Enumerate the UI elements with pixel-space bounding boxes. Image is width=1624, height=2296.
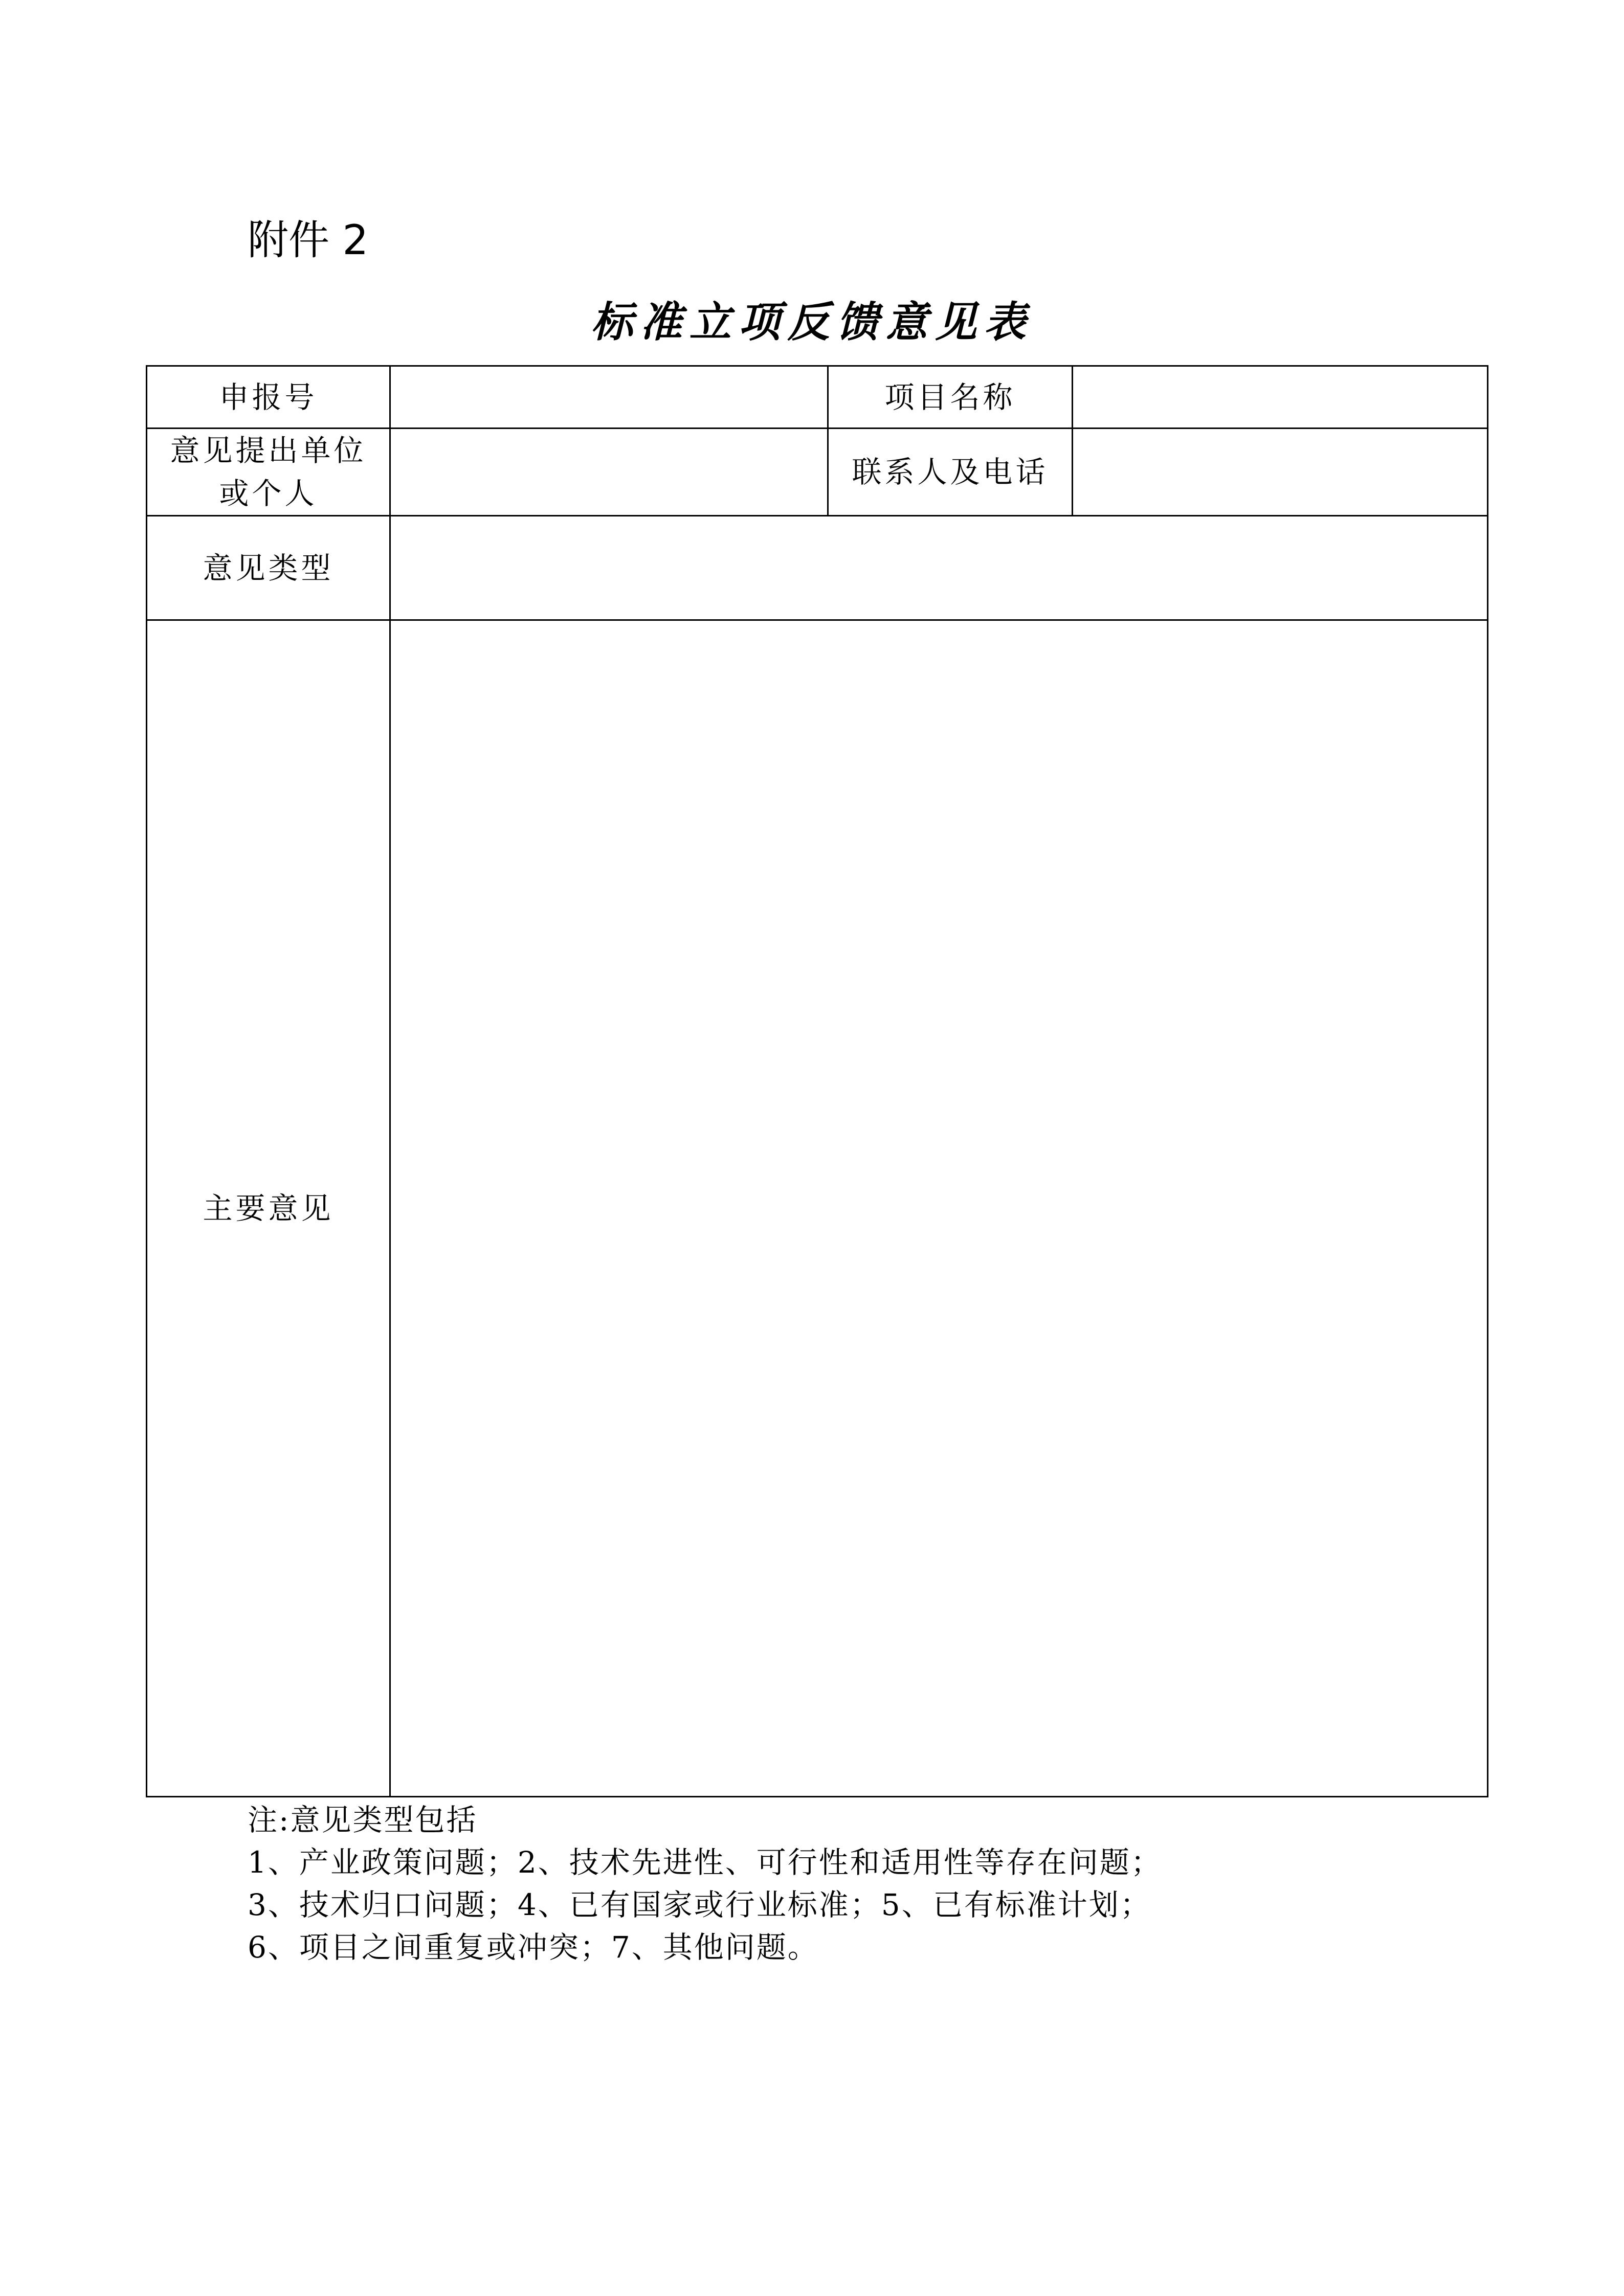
application-no-field[interactable]: [390, 366, 828, 429]
form-row-main-opinion: [147, 620, 1488, 1797]
submitter-label: 意见提出单位 或个人: [147, 429, 390, 516]
submitter-field[interactable]: [390, 429, 828, 516]
main-opinion-field[interactable]: [390, 620, 1488, 1797]
form-row-application: [147, 366, 1488, 429]
attachment-label: 附件 2: [248, 216, 369, 264]
main-opinion-label: 主要意见: [147, 620, 390, 1797]
notes-block: [248, 1799, 1516, 1969]
contact-label: 联系人及电话: [828, 429, 1073, 516]
contact-field[interactable]: [1073, 429, 1488, 516]
notes-heading: 注:意见类型包括: [248, 1803, 478, 1837]
notes-line: 6、项目之间重复或冲突；7、其他问题。: [248, 1930, 819, 1965]
notes-line: 3、技术归口问题；4、已有国家或行业标准；5、已有标准计划；: [248, 1887, 1151, 1922]
project-name-field[interactable]: [1073, 366, 1488, 429]
opinion-type-label: 意见类型: [147, 516, 390, 620]
notes-line: 1、产业政策问题；2、技术先进性、可行性和适用性等存在问题；: [248, 1845, 1162, 1880]
feedback-form-table: [146, 365, 1488, 1797]
project-name-label: 项目名称: [828, 366, 1073, 429]
application-no-label: 申报号: [147, 366, 390, 429]
opinion-type-field[interactable]: [390, 516, 1488, 620]
form-row-opinion-type: [147, 516, 1488, 620]
form-title: 标准立项反馈意见表: [591, 298, 1033, 347]
form-row-submitter: [147, 429, 1488, 516]
